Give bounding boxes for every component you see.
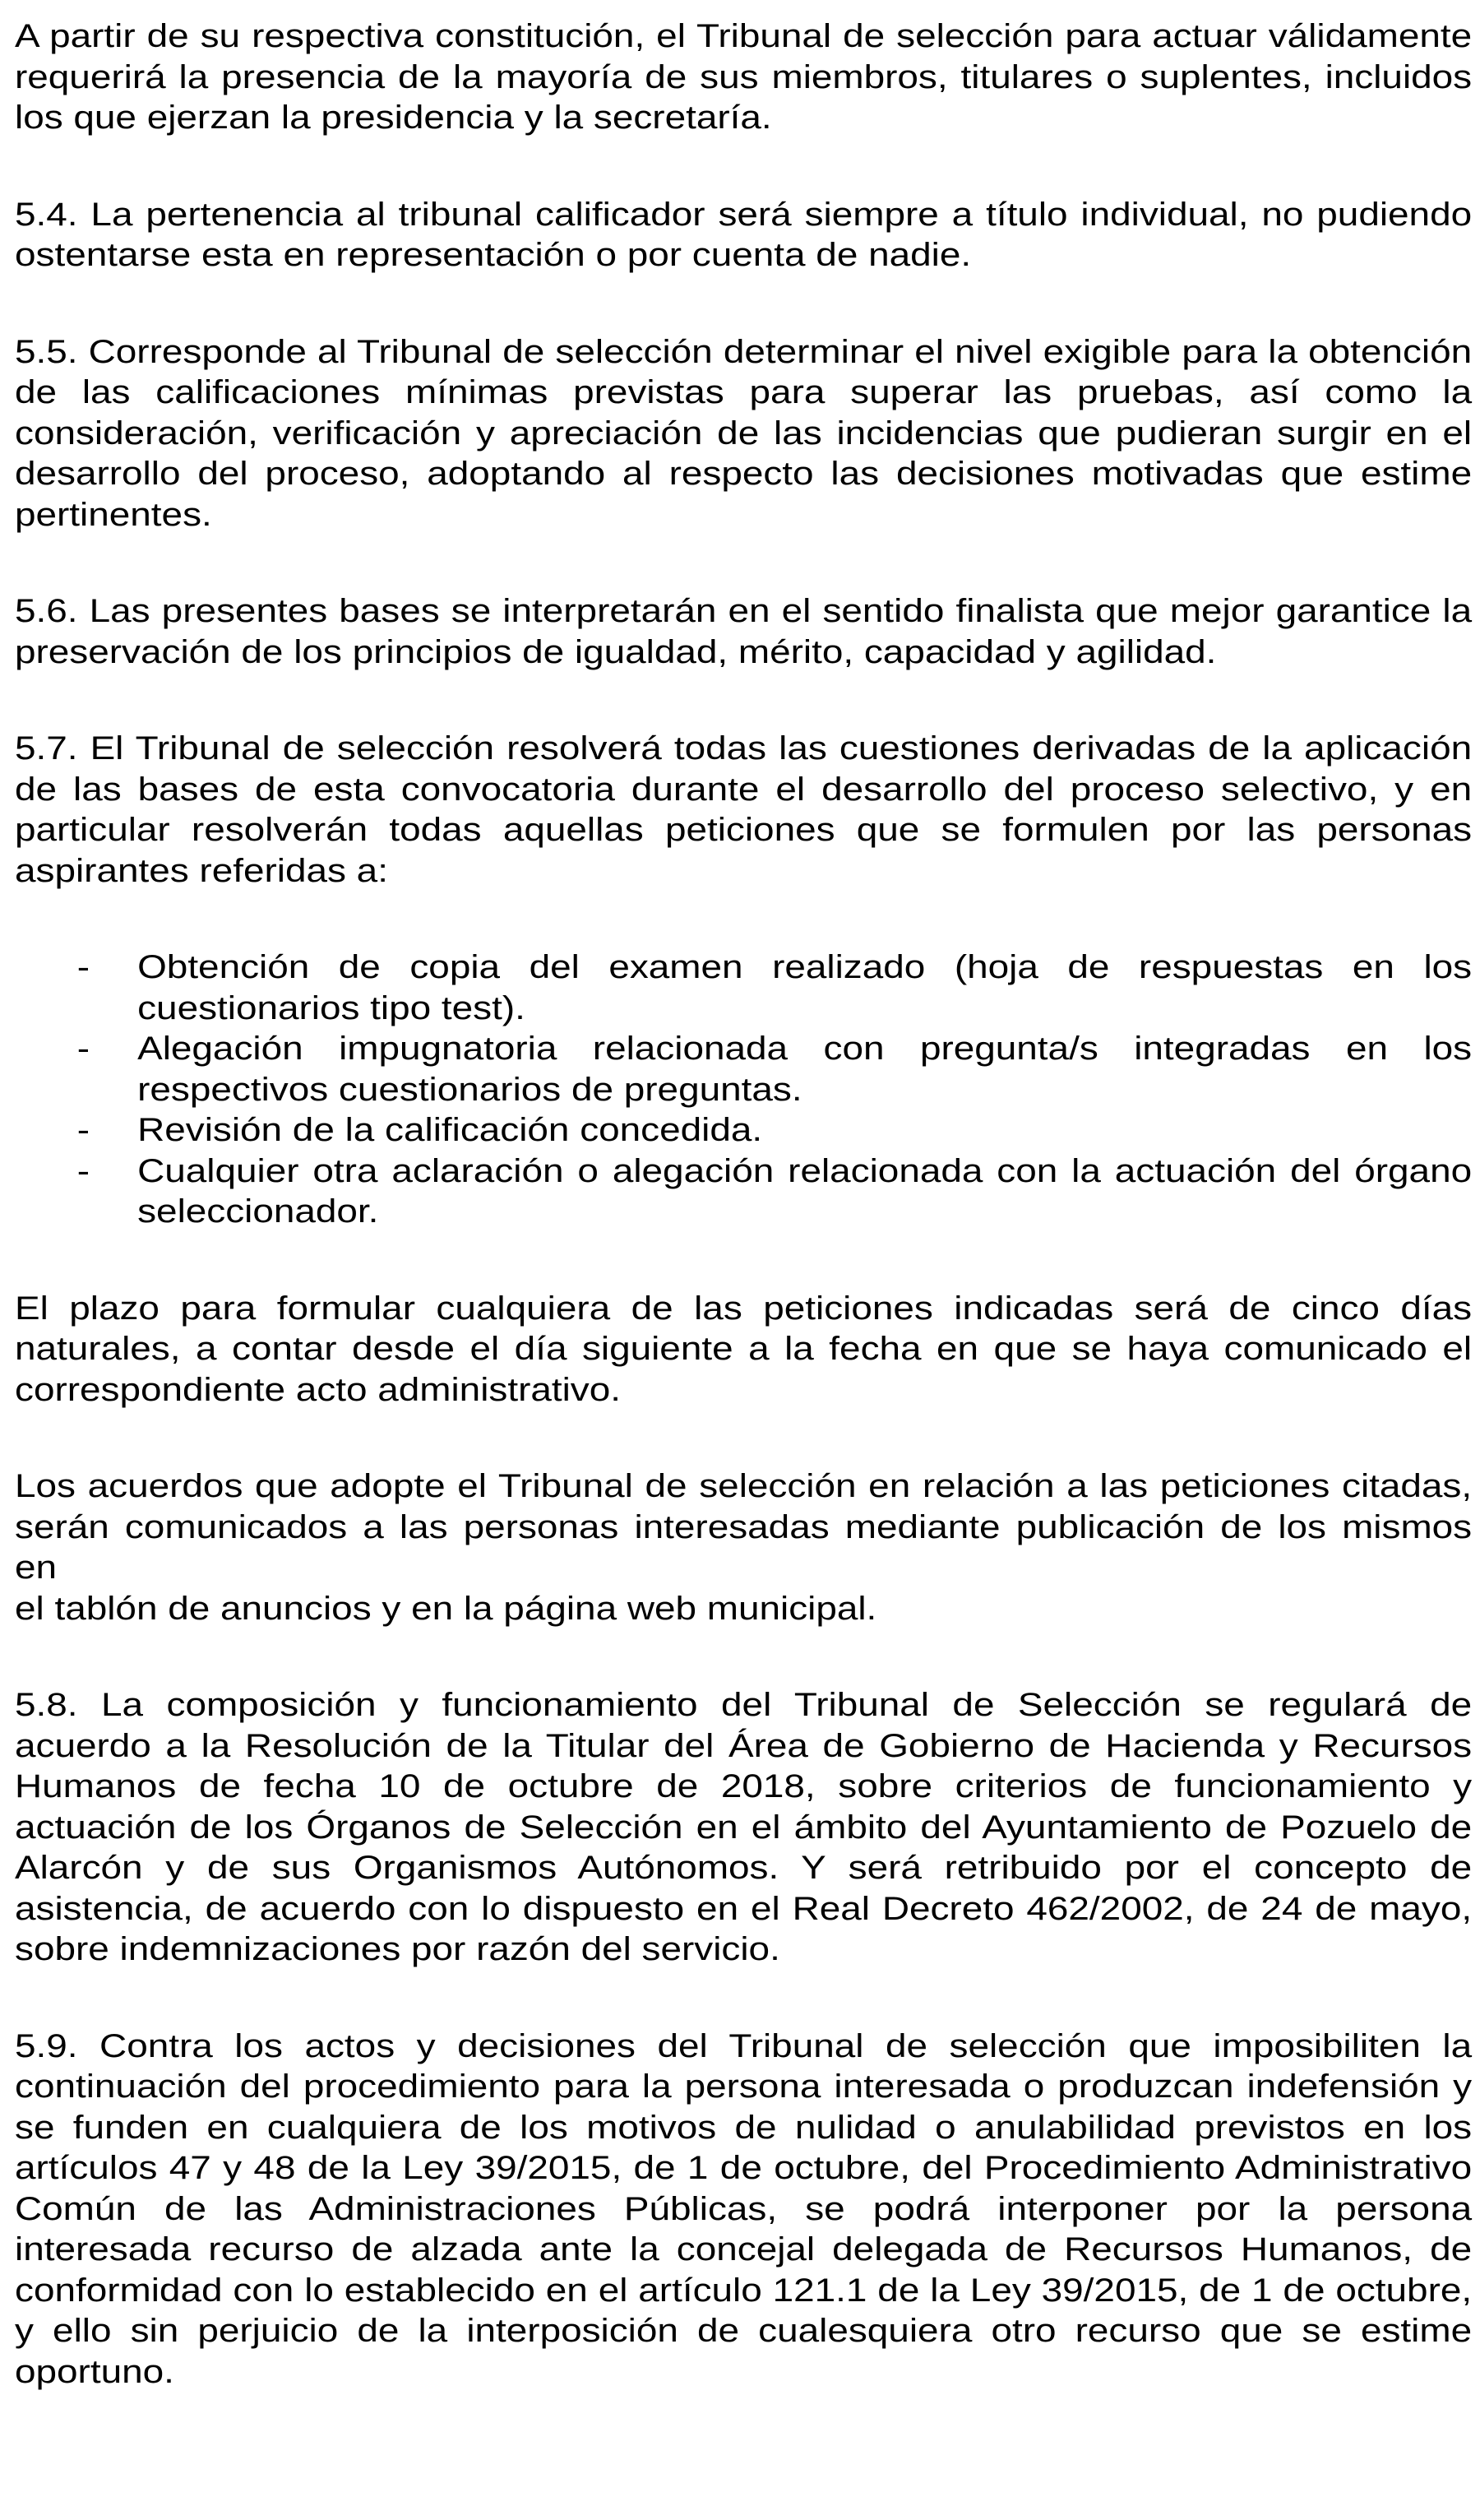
text-line: respectivos cuestionarios de preguntas. xyxy=(137,1071,802,1108)
text-line: El plazo para formular cualquiera de las peticiones indicadas será de cinco días xyxy=(15,1290,1473,1327)
paragraph xyxy=(15,16,1472,139)
text-line: pertinentes. xyxy=(15,496,212,533)
text-line: naturales, a contar desde el día siguiente a la fecha en que se haya comunicado el xyxy=(15,1331,1473,1367)
text-line: Alarcón y de sus Organismos Autónomos. Y será retribuido por el concepto de xyxy=(15,1850,1473,1886)
list-item xyxy=(15,947,1472,1029)
text-line: 5.7. El Tribunal de selección resolverá todas las cuestiones derivadas de la aplicación xyxy=(15,730,1473,767)
text-line: Obtención de copia del examen realizado (hoja de respuestas en los xyxy=(137,949,1473,985)
text-line: de las calificaciones mínimas previstas para superar las pruebas, así como la xyxy=(15,374,1473,410)
text-line: seleccionador. xyxy=(137,1193,379,1230)
text-line: asistencia, de acuerdo con lo dispuesto en el Real Decreto 462/2002, de 24 de mayo, xyxy=(15,1890,1473,1927)
text-line: particular resolverán todas aquellas peticiones que se formulen por las personas xyxy=(15,812,1473,848)
paragraph xyxy=(15,591,1472,673)
text-line: requerirá la presencia de la mayoría de sus miembros, titulares o suplentes, incluidos xyxy=(15,58,1473,95)
text-line: 5.8. La composición y funcionamiento del Tribunal de Selección se regulará de xyxy=(15,1687,1473,1723)
text-line: A partir de su respectiva constitución, el Tribunal de selección para actuar válidamente xyxy=(15,18,1473,54)
text-line: Humanos de fecha 10 de octubre de 2018, sobre criterios de funcionamiento y xyxy=(15,1768,1473,1804)
text-line: Común de las Administraciones Públicas, se podrá interponer por la persona xyxy=(15,2190,1473,2227)
text-line: actuación de los Órganos de Selección en el ámbito del Ayuntamiento de Pozuelo de xyxy=(15,1809,1473,1846)
list-item xyxy=(15,1110,1472,1151)
text-line: acuerdo a la Resolución de la Titular del Área de Gobierno de Hacienda y Recursos xyxy=(15,1727,1473,1764)
text-line: cuestionarios tipo test). xyxy=(137,989,525,1026)
text-line: serán comunicados a las personas interesadas mediante publicación de los mismos en xyxy=(15,1508,1473,1586)
list-bullet-dash: - xyxy=(76,1112,90,1148)
paragraph xyxy=(15,729,1472,892)
text-line: correspondiente acto administrativo. xyxy=(15,1371,622,1408)
document-body xyxy=(15,16,1472,2448)
text-line: consideración, verificación y apreciación de las incidencias que pudieran surgir en el xyxy=(15,415,1473,452)
text-line: sobre indemnizaciones por razón del servicio. xyxy=(15,1931,780,1967)
paragraph xyxy=(15,2027,1472,2393)
text-line: se funden en cualquiera de los motivos de nulidad o anulabilidad previstos en los xyxy=(15,2109,1473,2146)
paragraph xyxy=(15,332,1472,536)
text-line: de las bases de esta convocatoria durante el desarrollo del proceso selectivo, y en xyxy=(15,771,1473,808)
list-item xyxy=(15,1029,1472,1110)
text-line: Cualquier otra aclaración o alegación relacionada con la actuación del órgano xyxy=(137,1152,1473,1189)
paragraph xyxy=(15,195,1472,276)
text-line: 5.5. Corresponde al Tribunal de selección determinar el nivel exigible para la obtención xyxy=(15,333,1473,370)
text-line: conformidad con lo establecido en el artículo 121.1 de la Ley 39/2015, de 1 de octubre, xyxy=(15,2272,1473,2309)
text-line: Alegación impugnatoria relacionada con pregunta/s integradas en los xyxy=(137,1031,1473,1067)
list-bullet-dash: - xyxy=(76,1152,90,1189)
text-line: el tablón de anuncios y en la página web municipal. xyxy=(15,1590,877,1627)
list-item xyxy=(15,1151,1472,1233)
text-line: desarrollo del proceso, adoptando al respecto las decisiones motivadas que estime xyxy=(15,456,1473,492)
text-line: preservación de los principios de igualdad, mérito, capacidad y agilidad. xyxy=(15,633,1217,670)
text-line: ostentarse esta en representación o por cuenta de nadie. xyxy=(15,237,972,273)
text-line: 5.4. La pertenencia al tribunal calificador será siempre a título individual, no pudiendo xyxy=(15,196,1473,233)
text-line: los que ejerzan la presidencia y la secretaría. xyxy=(15,100,772,136)
paragraph xyxy=(15,1466,1472,1629)
text-line: aspirantes referidas a: xyxy=(15,852,388,889)
text-line: 5.6. Las presentes bases se interpretarán en el sentido finalista que mejor garantice la xyxy=(15,593,1473,629)
text-line: interesada recurso de alzada ante la concejal delegada de Recursos Humanos, de xyxy=(15,2231,1473,2268)
text-line: y ello sin perjuicio de la interposición de cualesquiera otro recurso que se estime xyxy=(15,2313,1473,2349)
text-line: oportuno. xyxy=(15,2353,174,2390)
text-line: continuación del procedimiento para la persona interesada o produzcan indefensión y xyxy=(15,2068,1473,2105)
paragraph xyxy=(15,1289,1472,1411)
list-bullet-dash: - xyxy=(76,949,90,985)
list-bullet-dash: - xyxy=(76,1031,90,1067)
text-line: artículos 47 y 48 de la Ley 39/2015, de 1 de octubre, del Procedimiento Administrativo xyxy=(15,2150,1473,2186)
text-line: Revisión de la calificación concedida. xyxy=(137,1112,763,1148)
paragraph xyxy=(15,1685,1472,1971)
bulleted-list xyxy=(15,947,1472,1233)
text-line: Los acuerdos que adopte el Tribunal de selección en relación a las peticiones citadas, xyxy=(15,1468,1473,1504)
text-line: 5.9. Contra los actos y decisiones del Tribunal de selección que imposibiliten la xyxy=(15,2027,1473,2064)
